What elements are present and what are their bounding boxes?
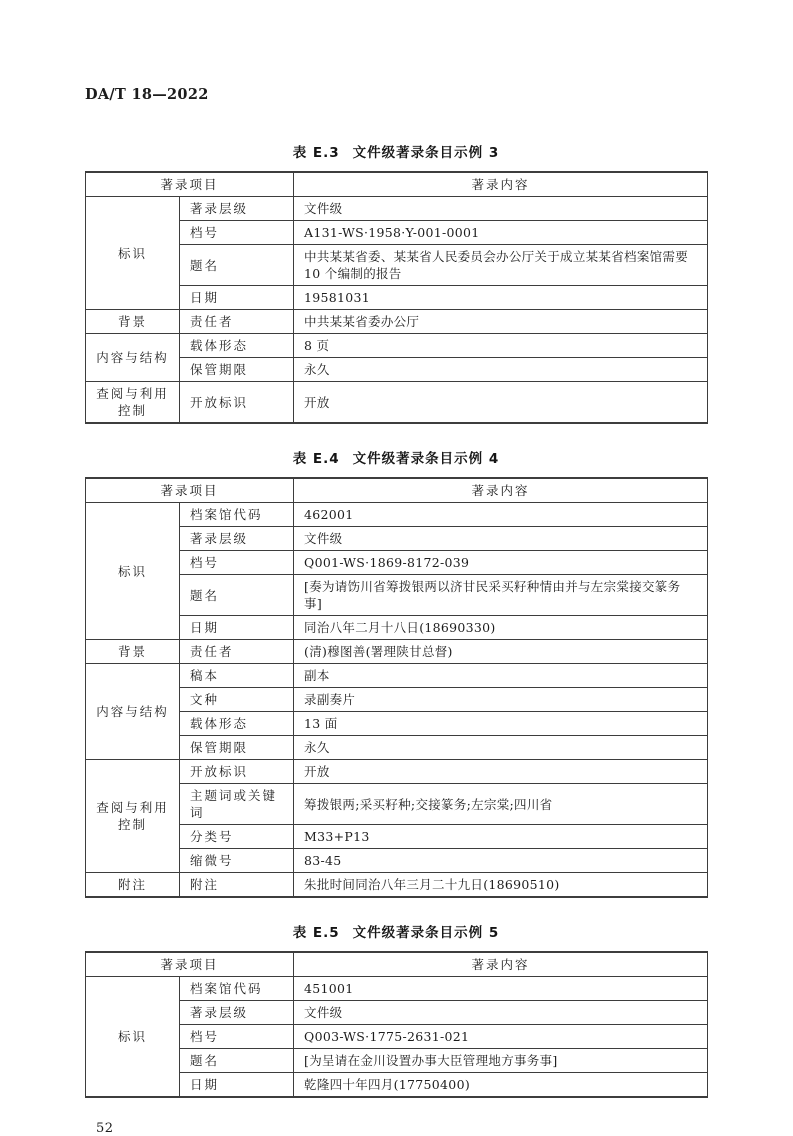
- column-header-item: 著录项目: [86, 478, 294, 503]
- table-row: [86, 334, 708, 358]
- field-value-cell: [奏为请饬川省筹拨银两以济甘民采买籽种情由并与左宗棠接交篆务事]: [294, 575, 708, 616]
- table-row: [86, 245, 708, 286]
- field-value-cell: 朱批时间同治八年三月二十九日(18690510): [294, 873, 708, 898]
- field-value-cell: 8 页: [294, 334, 708, 358]
- field-label-cell: 档案馆代码: [180, 503, 294, 527]
- group-cell: 标识: [86, 503, 180, 640]
- field-label-cell: 著录层级: [180, 197, 294, 221]
- column-header-item: 著录项目: [86, 952, 294, 977]
- field-label-cell: 文种: [180, 688, 294, 712]
- field-label-cell: 开放标识: [180, 760, 294, 784]
- table-header-row: [86, 172, 708, 197]
- field-value-cell: 永久: [294, 358, 708, 382]
- page-number: 52: [96, 1121, 114, 1136]
- field-label-cell: 分类号: [180, 825, 294, 849]
- column-header-content: 著录内容: [294, 478, 708, 503]
- table-block: [85, 921, 707, 1098]
- table-block: [85, 447, 707, 898]
- field-label-cell: 附注: [180, 873, 294, 898]
- field-value-cell: 文件级: [294, 197, 708, 221]
- field-value-cell: [为呈请在金川设置办事大臣管理地方事务事]: [294, 1049, 708, 1073]
- table-block: [85, 141, 707, 424]
- field-value-cell: 451001: [294, 977, 708, 1001]
- table-title: [85, 141, 707, 161]
- field-value-cell: A131-WS·1958·Y-001-0001: [294, 221, 708, 245]
- field-label-cell: 稿本: [180, 664, 294, 688]
- table-row: [86, 825, 708, 849]
- column-header-item: 著录项目: [86, 172, 294, 197]
- field-value-cell: Q003-WS·1775-2631-021: [294, 1025, 708, 1049]
- field-label-cell: 责任者: [180, 310, 294, 334]
- group-cell: 内容与结构: [86, 664, 180, 760]
- field-label-cell: 开放标识: [180, 382, 294, 424]
- table-row: [86, 197, 708, 221]
- table-row: [86, 640, 708, 664]
- table-row: [86, 664, 708, 688]
- field-label-cell: 主题词或关键词: [180, 784, 294, 825]
- table-row: [86, 358, 708, 382]
- tables-container: [85, 141, 707, 1098]
- table-row: [86, 616, 708, 640]
- table-caption-text: 文件级著录条目示例 3: [352, 145, 500, 161]
- field-label-cell: 档案馆代码: [180, 977, 294, 1001]
- field-value-cell: 开放: [294, 382, 708, 424]
- table-caption-number: 表 E.4: [292, 451, 340, 467]
- field-label-cell: 保管期限: [180, 358, 294, 382]
- field-label-cell: 著录层级: [180, 1001, 294, 1025]
- table-row: [86, 575, 708, 616]
- table-row: [86, 527, 708, 551]
- table-header-row: [86, 952, 708, 977]
- field-label-cell: 日期: [180, 1073, 294, 1098]
- field-label-cell: 载体形态: [180, 334, 294, 358]
- group-cell: 背景: [86, 310, 180, 334]
- table-title: [85, 447, 707, 467]
- field-value-cell: 文件级: [294, 527, 708, 551]
- field-label-cell: 题名: [180, 1049, 294, 1073]
- table-title: [85, 921, 707, 941]
- doc-code: DA/T 18—2022: [85, 86, 209, 103]
- archive-description-table: [85, 951, 708, 1098]
- field-label-cell: 著录层级: [180, 527, 294, 551]
- group-cell: 查阅与利用控制: [86, 382, 180, 424]
- table-caption-number: 表 E.3: [292, 145, 340, 161]
- table-row: [86, 736, 708, 760]
- table-caption-text: 文件级著录条目示例 5: [352, 925, 500, 941]
- table-row: [86, 382, 708, 424]
- field-label-cell: 保管期限: [180, 736, 294, 760]
- field-value-cell: 462001: [294, 503, 708, 527]
- group-cell: 内容与结构: [86, 334, 180, 382]
- field-value-cell: 乾隆四十年四月(17750400): [294, 1073, 708, 1098]
- group-cell: 查阅与利用控制: [86, 760, 180, 873]
- table-caption-number: 表 E.5: [292, 925, 340, 941]
- field-label-cell: 载体形态: [180, 712, 294, 736]
- field-label-cell: 日期: [180, 616, 294, 640]
- field-value-cell: 副本: [294, 664, 708, 688]
- field-value-cell: 中共某某省委办公厅: [294, 310, 708, 334]
- column-header-content: 著录内容: [294, 952, 708, 977]
- field-value-cell: 开放: [294, 760, 708, 784]
- field-value-cell: 录副奏片: [294, 688, 708, 712]
- archive-description-table: [85, 477, 708, 898]
- table-caption-text: 文件级著录条目示例 4: [352, 451, 500, 467]
- group-cell: 标识: [86, 197, 180, 310]
- archive-description-table: [85, 171, 708, 424]
- table-header-row: [86, 478, 708, 503]
- field-value-cell: 19581031: [294, 286, 708, 310]
- field-value-cell: M33+P13: [294, 825, 708, 849]
- group-cell: 附注: [86, 873, 180, 898]
- table-row: [86, 551, 708, 575]
- field-value-cell: 同治八年二月十八日(18690330): [294, 616, 708, 640]
- column-header-content: 著录内容: [294, 172, 708, 197]
- field-label-cell: 档号: [180, 1025, 294, 1049]
- field-value-cell: 永久: [294, 736, 708, 760]
- table-row: [86, 784, 708, 825]
- field-value-cell: Q001-WS·1869-8172-039: [294, 551, 708, 575]
- table-row: [86, 849, 708, 873]
- field-label-cell: 题名: [180, 245, 294, 286]
- field-label-cell: 题名: [180, 575, 294, 616]
- table-row: [86, 1001, 708, 1025]
- table-row: [86, 310, 708, 334]
- field-label-cell: 档号: [180, 551, 294, 575]
- table-row: [86, 873, 708, 898]
- group-cell: 标识: [86, 977, 180, 1098]
- field-value-cell: (清)穆图善(署理陕甘总督): [294, 640, 708, 664]
- table-row: [86, 286, 708, 310]
- field-label-cell: 日期: [180, 286, 294, 310]
- table-row: [86, 503, 708, 527]
- table-row: [86, 760, 708, 784]
- field-label-cell: 责任者: [180, 640, 294, 664]
- field-value-cell: 13 面: [294, 712, 708, 736]
- table-row: [86, 1049, 708, 1073]
- field-label-cell: 缩微号: [180, 849, 294, 873]
- table-row: [86, 977, 708, 1001]
- field-value-cell: 筹拨银两;采买籽种;交接篆务;左宗棠;四川省: [294, 784, 708, 825]
- group-cell: 背景: [86, 640, 180, 664]
- field-value-cell: 83-45: [294, 849, 708, 873]
- field-label-cell: 档号: [180, 221, 294, 245]
- field-value-cell: 中共某某省委、某某省人民委员会办公厅关于成立某某省档案馆需要 10 个编制的报告: [294, 245, 708, 286]
- field-value-cell: 文件级: [294, 1001, 708, 1025]
- table-row: [86, 712, 708, 736]
- table-row: [86, 1073, 708, 1098]
- table-row: [86, 221, 708, 245]
- table-row: [86, 1025, 708, 1049]
- table-row: [86, 688, 708, 712]
